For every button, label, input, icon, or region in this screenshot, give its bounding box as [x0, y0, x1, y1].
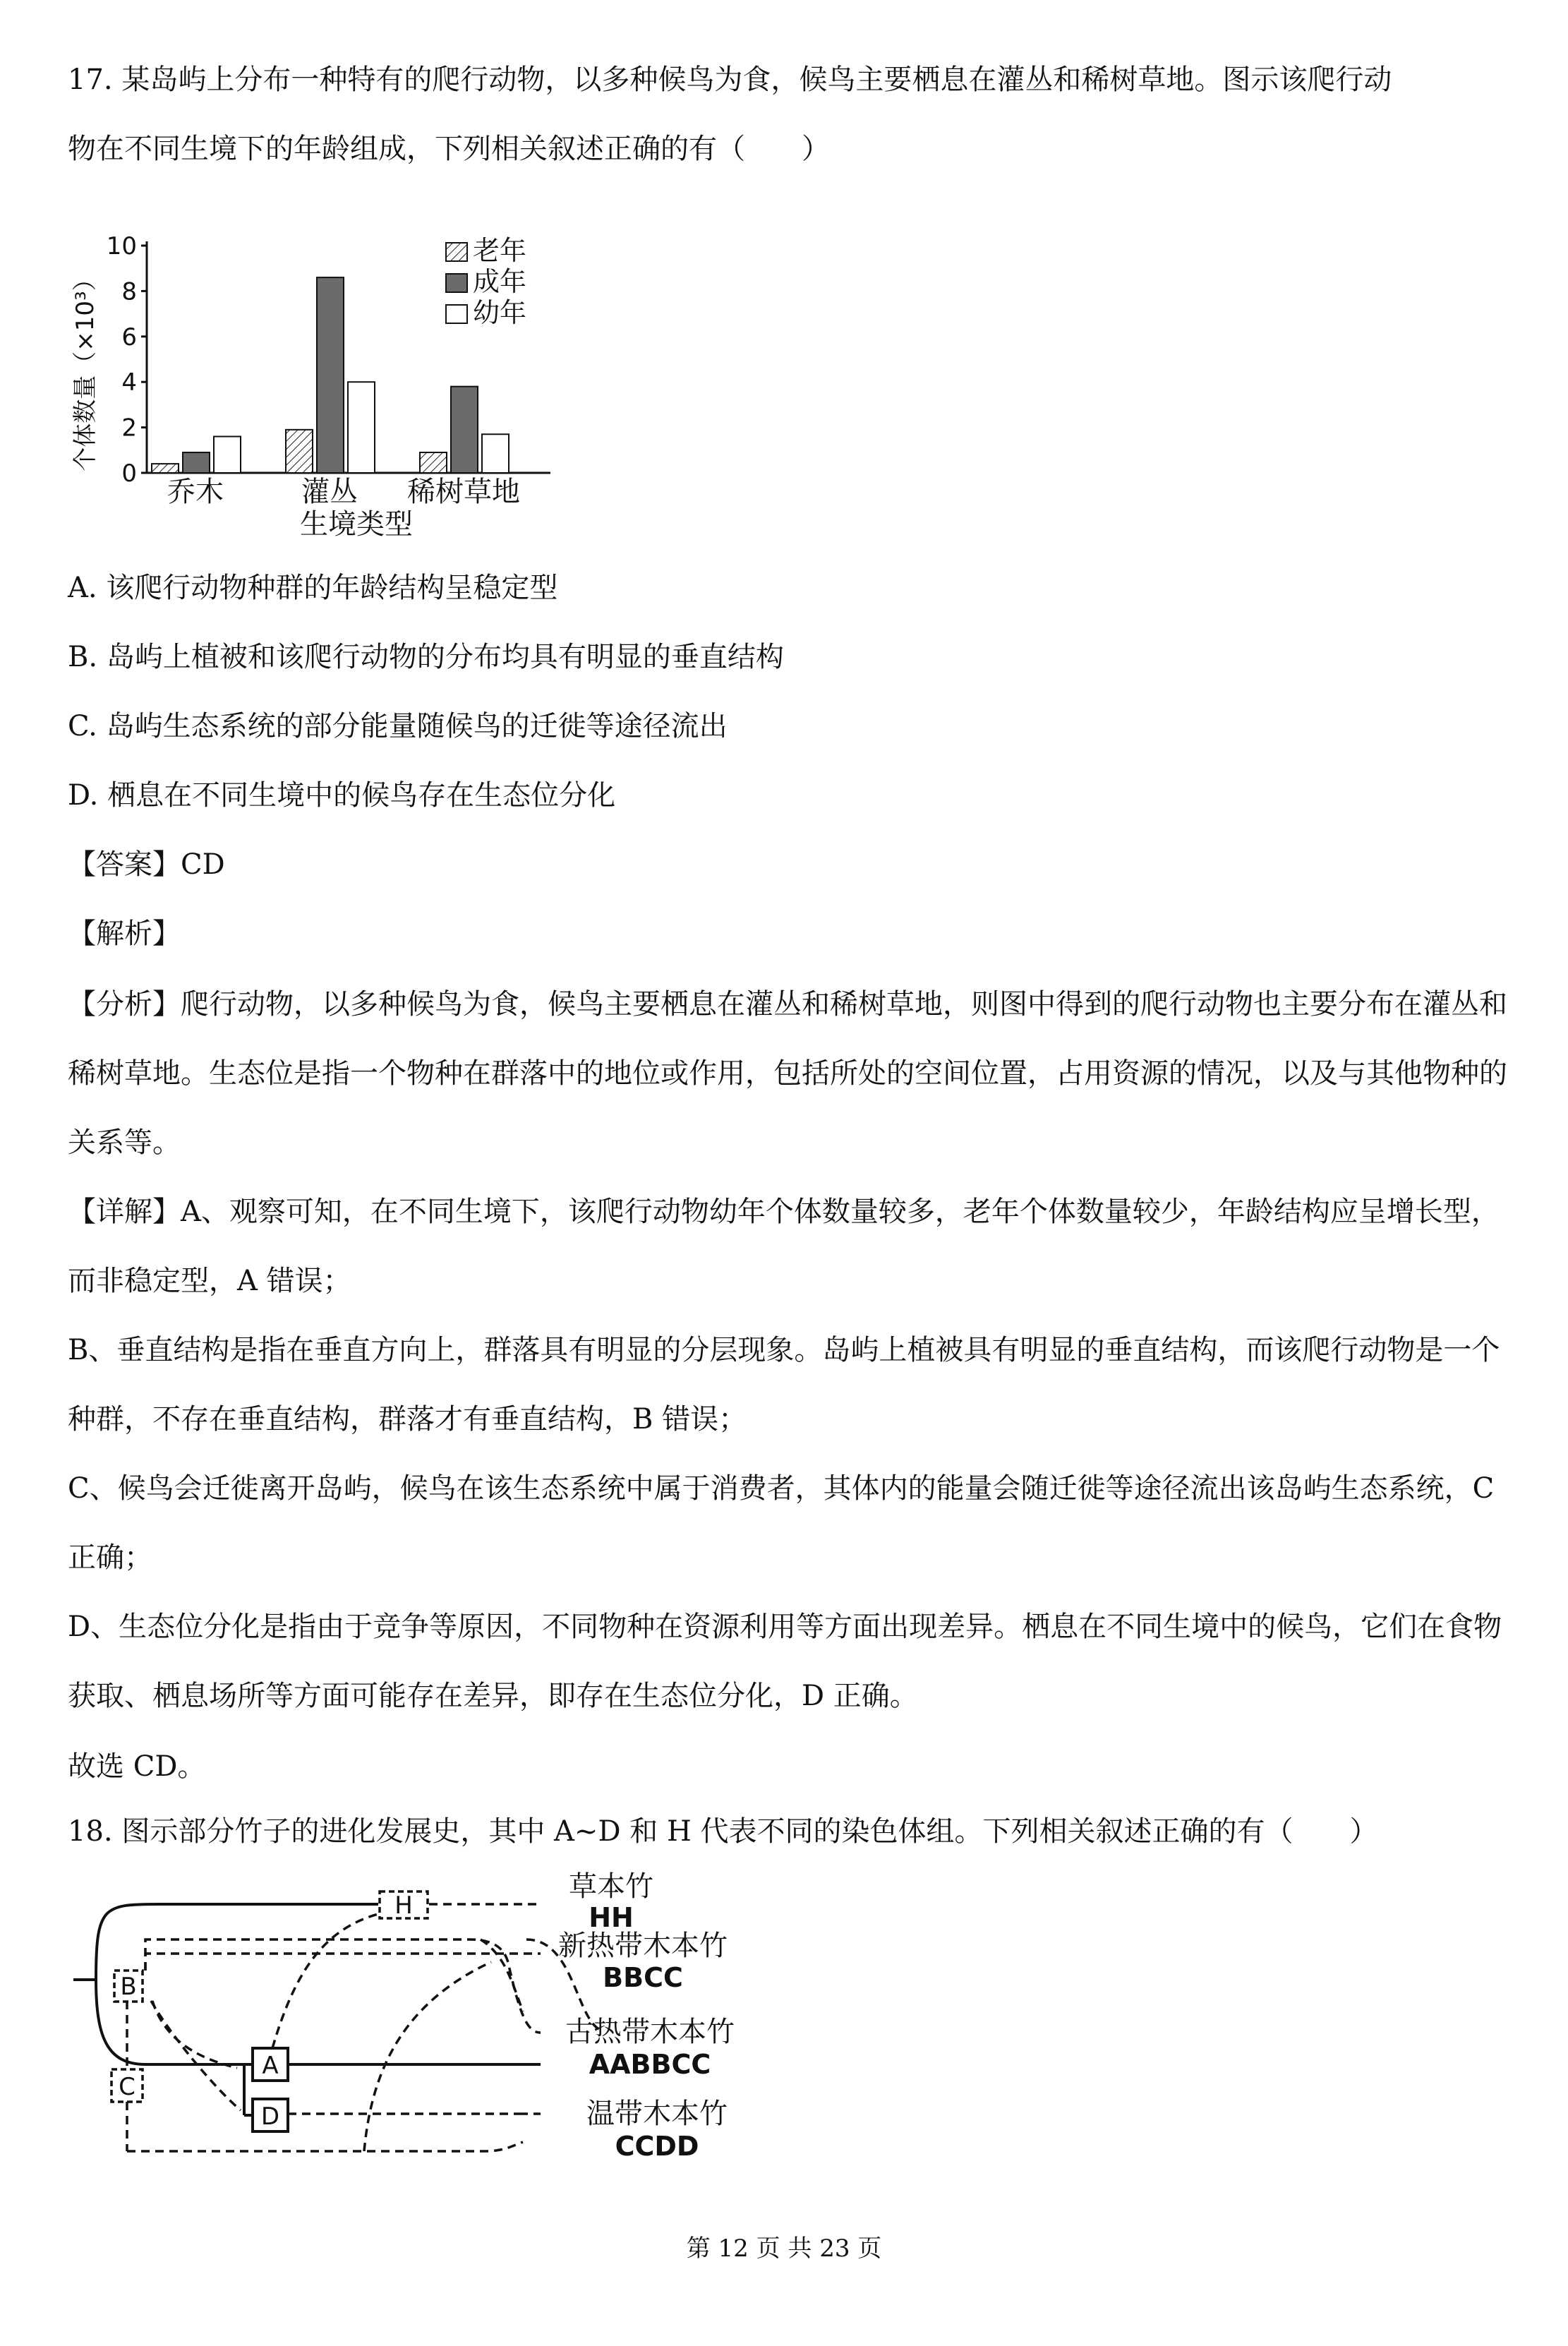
answer: 【答案】CD [68, 848, 225, 881]
analysis-label: 【解析】 [68, 918, 181, 950]
q17-stem-line1: 17. 某岛屿上分布一种特有的爬行动物，以多种候鸟为食，候鸟主要栖息在灌丛和稀树草地。图示该爬行动 [68, 64, 1392, 96]
q18-stem: 18. 图示部分竹子的进化发展史，其中 A~D 和 H 代表不同的染色体组。下列相关叙述正确的有（ ） [68, 1815, 1378, 1848]
y-tick-label: 4 [121, 368, 137, 397]
bar-adult-3 [451, 387, 478, 473]
legend [446, 235, 526, 328]
legend-label-adult: 成年 [473, 266, 527, 297]
species-1-name: 草本竹 [569, 1870, 653, 1903]
y-tick-label: 8 [121, 277, 137, 306]
node-b [114, 1971, 143, 2002]
q17-stem-line2: 物在不同生境下的年龄组成，下列相关叙述正确的有（ ） [68, 133, 830, 165]
legend-swatch-old [446, 243, 467, 261]
legend-label-old: 老年 [473, 235, 527, 266]
option-a: A. 该爬行动物种群的年龄结构呈稳定型 [68, 572, 558, 604]
bar-adult-1 [183, 452, 210, 473]
species-4-genome: CCDD [615, 2131, 699, 2162]
y-tick-label: 0 [121, 459, 137, 488]
bar-old-1 [152, 464, 179, 473]
bar-old-2 [286, 430, 313, 473]
detail-d: D、生态位分化是指由于竞争等原因，不同物种在资源利用等方面出现差异。栖息在不同生境中的候鸟，它们在食物获取、栖息场所等方面可能存在差异，即存在生态位分化，D 正确。 [68, 1611, 1502, 1712]
x-tick-label: 灌丛 [301, 476, 358, 508]
detail-c: C、候鸟会迁徙离开岛屿，候鸟在该生态系统中属于消费者，其体内的能量会随迁徙等途径流出该岛屿生态系统，C 正确； [68, 1472, 1495, 1574]
x-tick-label: 稀树草地 [407, 476, 520, 508]
y-axis-label: 个体数量（×10³） [71, 267, 99, 471]
bar-young-1 [214, 436, 241, 473]
analysis-fenxi: 【分析】爬行动物，以多种候鸟为食，候鸟主要栖息在灌丛和稀树草地，则图中得到的爬行动物也主要分布在灌丛和稀树草地。生态位是指一个物种在群落中的地位或作用，包括所处的空间位置，占用资源的情况，以及与其他物种的关系等。 [68, 988, 1507, 1159]
node-h-label: H [394, 1891, 413, 1920]
species-3-name: 古热带木本竹 [565, 2016, 735, 2048]
species-2-name: 新热带木本竹 [558, 1930, 728, 1962]
page-footer: 第 12 页 共 23 页 [686, 2234, 882, 2263]
species-3-genome: AABBCC [589, 2049, 711, 2080]
x-axis-label: 生境类型 [300, 508, 413, 541]
bar-adult-2 [317, 277, 344, 473]
node-a-label: A [262, 2052, 279, 2080]
age-structure-chart [64, 224, 572, 549]
bar-young-3 [482, 434, 509, 473]
y-tick-label: 10 [106, 232, 137, 260]
node-d [253, 2099, 288, 2131]
detail-b: B、垂直结构是指在垂直方向上，群落具有明显的分层现象。岛屿上植被具有明显的垂直结构，而该爬行动物是一个种群，不存在垂直结构，群落才有垂直结构，B 错误； [68, 1334, 1500, 1436]
option-d: D. 栖息在不同生境中的候鸟存在生态位分化 [68, 779, 616, 812]
legend-label-young: 幼年 [473, 297, 527, 328]
detail-a: 【详解】A、观察可知，在不同生境下，该爬行动物幼年个体数量较多，老年个体数量较少，年龄结构应呈增长型，而非稳定型，A 错误； [68, 1196, 1500, 1297]
node-c [111, 2069, 143, 2102]
species-1-genome: HH [589, 1902, 634, 1933]
legend-swatch-young [446, 305, 467, 323]
option-c: C. 岛屿生态系统的部分能量随候鸟的迁徙等途径流出 [68, 710, 728, 742]
node-b-label: B [120, 1973, 137, 2001]
bar-old-3 [420, 452, 447, 473]
conclusion: 故选 CD。 [68, 1750, 206, 1783]
y-tick-label: 2 [121, 414, 137, 443]
legend-swatch-adult [446, 274, 467, 292]
species-4-name: 温带木本竹 [586, 2098, 728, 2130]
y-tick-label: 6 [121, 323, 137, 351]
node-c-label: C [119, 2073, 135, 2101]
x-tick-label: 乔木 [167, 476, 224, 508]
bamboo-evolution-diagram [68, 1863, 816, 2188]
species-2-genome: BBCC [603, 1962, 683, 1993]
node-a [253, 2048, 288, 2081]
bar-young-2 [348, 382, 375, 473]
node-d-label: D [260, 2103, 280, 2131]
node-h [380, 1891, 428, 1920]
option-b: B. 岛屿上植被和该爬行动物的分布均具有明显的垂直结构 [68, 641, 784, 673]
